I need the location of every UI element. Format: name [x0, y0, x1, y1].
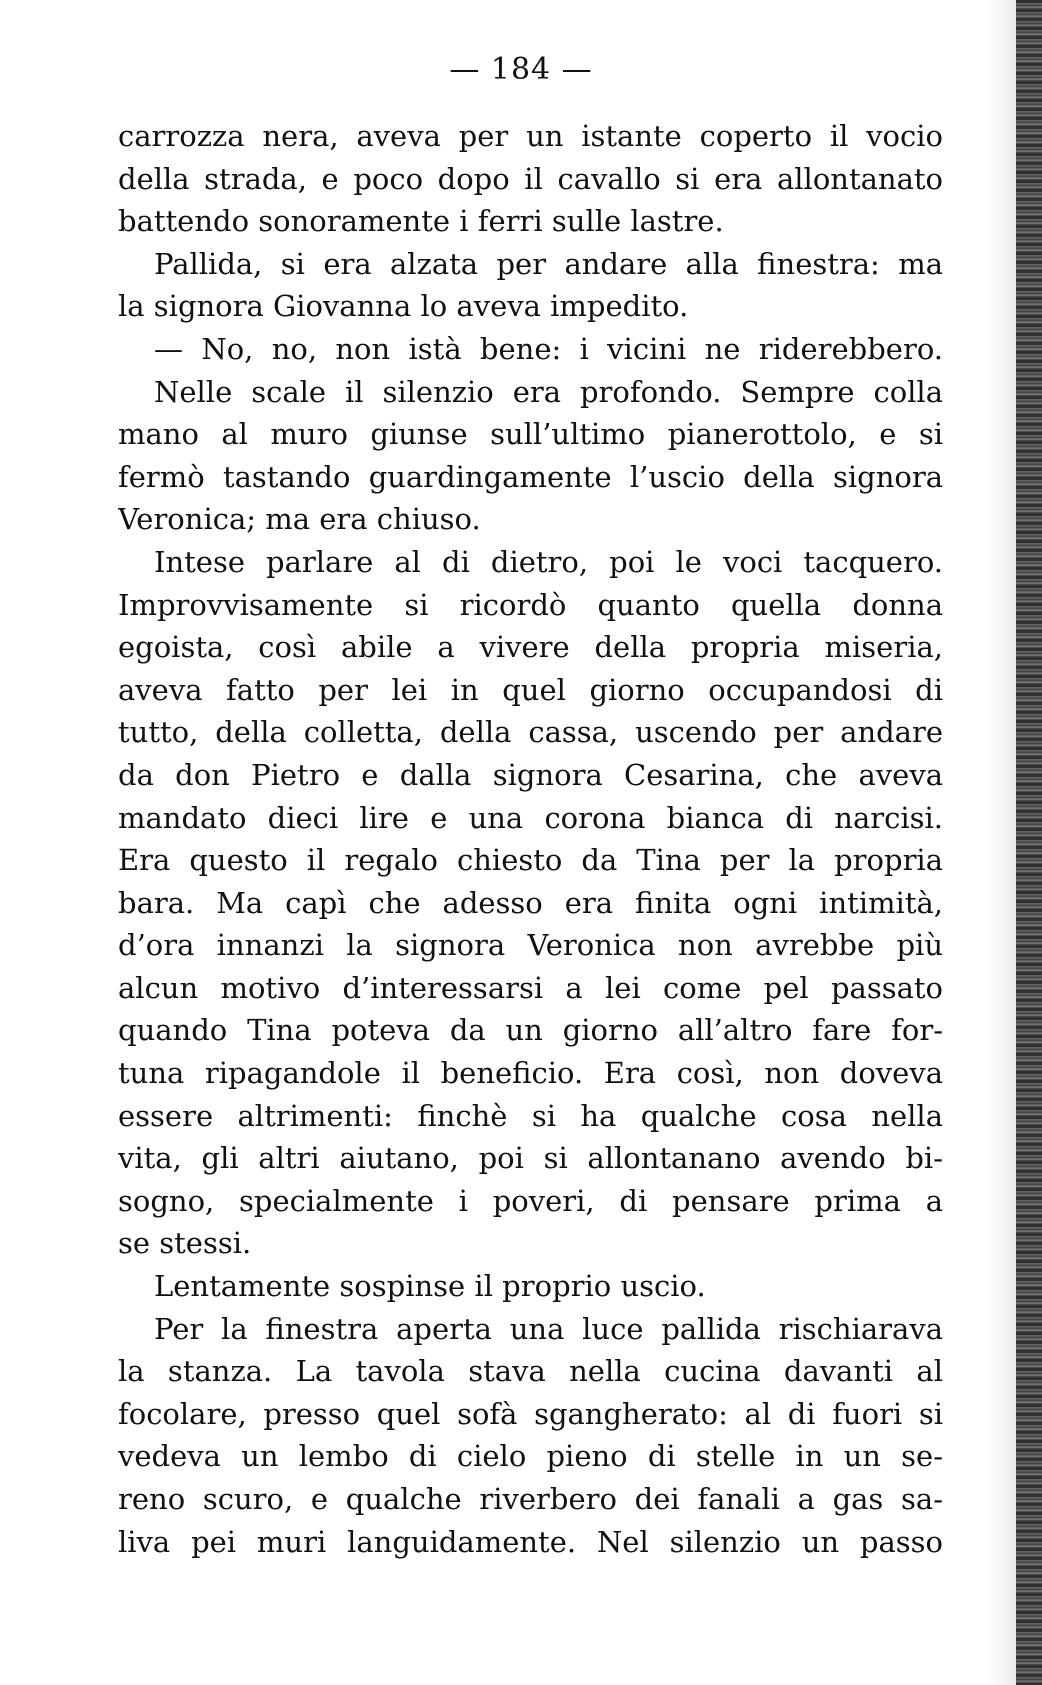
text-line: la signora Giovanna lo aveva impedito.	[118, 289, 689, 324]
text-line: aveva fatto per lei in quel giorno occupandosi di	[118, 672, 943, 707]
binding-shadow	[986, 0, 1016, 1685]
text-line: Improvvisamente si ricordò quanto quella donna	[118, 587, 943, 622]
text-line: tutto, della colletta, della cassa, uscendo per andare	[118, 715, 943, 750]
text-line: bara. Ma capì che adesso era finita ogni intimità,	[118, 885, 943, 920]
text-line: essere altrimenti: finchè si ha qualche cosa nella	[118, 1098, 943, 1133]
text-line: reno scuro, e qualche riverbero dei fanali a gas sa-	[118, 1482, 943, 1516]
text-line: della strada, e poco dopo il cavallo si era allontanato	[118, 161, 943, 196]
text-line: quando Tina poteva da un giorno all’altro fare for-	[118, 1013, 943, 1048]
text-line: alcun motivo d’interessarsi a lei come pel passato	[118, 970, 943, 1005]
page-number: — 184 —	[449, 52, 593, 87]
text-line: Pallida, si era alzata per andare alla finestra: ma	[154, 246, 943, 281]
text-line: Veronica; ma era chiuso.	[118, 502, 481, 537]
text-line: mandato dieci lire e una corona bianca di narcisi.	[118, 800, 943, 835]
text-line: d’ora innanzi la signora Veronica non avrebbe più	[118, 928, 943, 963]
body-text	[118, 115, 943, 1563]
text-line: carrozza nera, aveva per un istante coperto il vocio	[118, 119, 943, 153]
text-line: — No, no, non istà bene: i vicini ne riderebbero.	[154, 331, 943, 366]
text-line: Nelle scale il silenzio era profondo. Sempre colla	[154, 374, 943, 409]
text-line: vita, gli altri aiutano, poi si allontanano avendo bi-	[118, 1141, 943, 1176]
text-line: Per la finestra aperta una luce pallida rischiarava	[154, 1311, 943, 1346]
text-line: se stessi.	[118, 1226, 252, 1261]
text-line: Era questo il regalo chiesto da Tina per la propria	[118, 843, 943, 878]
text-line: tuna ripagandole il beneficio. Era così, non doveva	[118, 1056, 943, 1091]
text-line: Lentamente sospinse il proprio uscio.	[154, 1269, 706, 1304]
text-line: liva pei muri languidamente. Nel silenzio un passo	[118, 1524, 943, 1559]
text-line: Intese parlare al di dietro, poi le voci tacquero.	[154, 544, 943, 579]
text-line: la stanza. La tavola stava nella cucina davanti al	[118, 1354, 943, 1389]
text-line: vedeva un lembo di cielo pieno di stelle in un se-	[118, 1439, 943, 1474]
text-line: focolare, presso quel sofà sgangherato: al di fuori si	[118, 1396, 943, 1431]
text-line: mano al muro giunse sull’ultimo pianerottolo, e si	[118, 417, 943, 452]
text-line: egoista, così abile a vivere della propria miseria,	[118, 630, 943, 665]
text-line: da don Pietro e dalla signora Cesarina, che aveva	[118, 757, 943, 792]
text-line: sogno, specialmente i poveri, di pensare prima a	[118, 1183, 943, 1218]
binding-edge	[1016, 0, 1042, 1685]
text-line: fermò tastando guardingamente l’uscio della signora	[118, 459, 943, 494]
text-line: battendo sonoramente i ferri sulle lastre.	[118, 204, 724, 239]
